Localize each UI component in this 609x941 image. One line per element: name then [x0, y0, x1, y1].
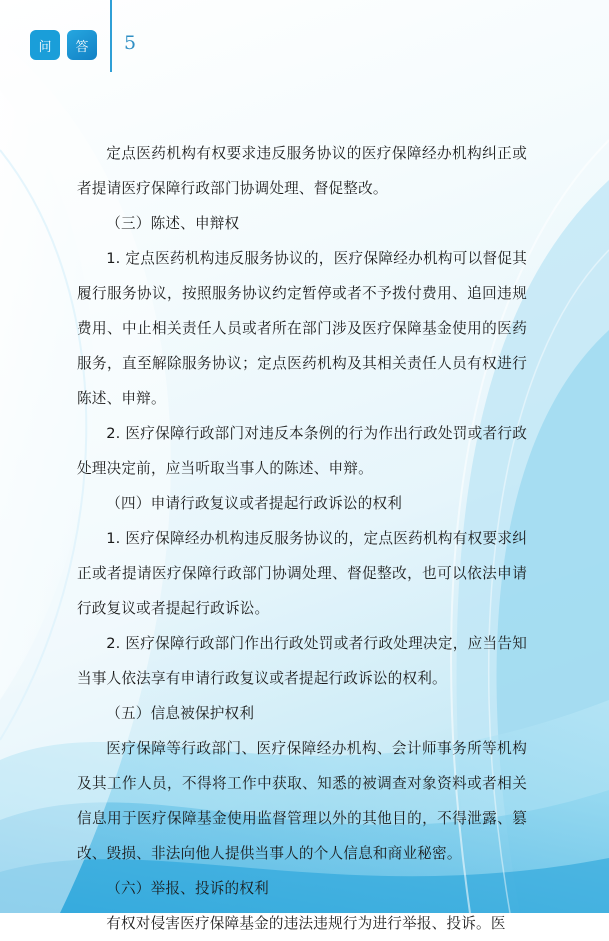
paragraph: 医疗保障等行政部门、医疗保障经办机构、会计师事务所等机构及其工作人员，不得将工作中获取、知悉的被调查对象资料或者相关信息用于医疗保障基金使用监督管理以外的其他目的，不得泄露、篡改、毁损、非法向他人提供当事人的个人信息和商业秘密。: [77, 740, 527, 862]
badge-question: 问: [30, 30, 60, 60]
paragraph: 2. 医疗保障行政部门作出行政处罚或者行政处理决定，应当告知当事人依法享有申请行政复议或者提起行政诉讼的权利。: [77, 635, 527, 687]
paragraph: （六）举报、投诉的权利: [106, 880, 269, 897]
paragraph: 有权对侵害医疗保障基金的违法违规行为进行举报、投诉。医: [106, 915, 506, 932]
paragraph: （五）信息被保护权利: [106, 705, 255, 722]
page-number: 5: [124, 32, 137, 54]
paragraph: 2. 医疗保障行政部门对违反本条例的行为作出行政处罚或者行政处理决定前，应当听取当事人的陈述、申辩。: [77, 425, 527, 477]
badge-answer: 答: [67, 30, 97, 60]
paragraph: 定点医药机构有权要求违反服务协议的医疗保障经办机构纠正或者提请医疗保障行政部门协调处理、督促整改。: [77, 145, 527, 197]
paragraph: 1. 定点医药机构违反服务协议的，医疗保障经办机构可以督促其履行服务协议，按照服务协议约定暂停或者不予拨付费用、追回违规费用、中止相关责任人员或者所在部门涉及医疗保障基金使用的医药服务，直至解除服务协议；定点医药机构及其相关责任人员有权进行陈述、申辩。: [77, 250, 527, 407]
page-header: [0, 0, 609, 92]
document-body: [77, 136, 527, 941]
paragraph: （三）陈述、申辩权: [106, 215, 240, 232]
qa-badge-group: [30, 30, 97, 60]
paragraph: 1. 医疗保障经办机构违反服务协议的，定点医药机构有权要求纠正或者提请医疗保障行政部门协调处理、督促整改，也可以依法申请行政复议或者提起行政诉讼。: [77, 530, 527, 617]
header-divider: [110, 0, 112, 72]
paragraph: （四）申请行政复议或者提起行政诉讼的权利: [106, 495, 403, 512]
